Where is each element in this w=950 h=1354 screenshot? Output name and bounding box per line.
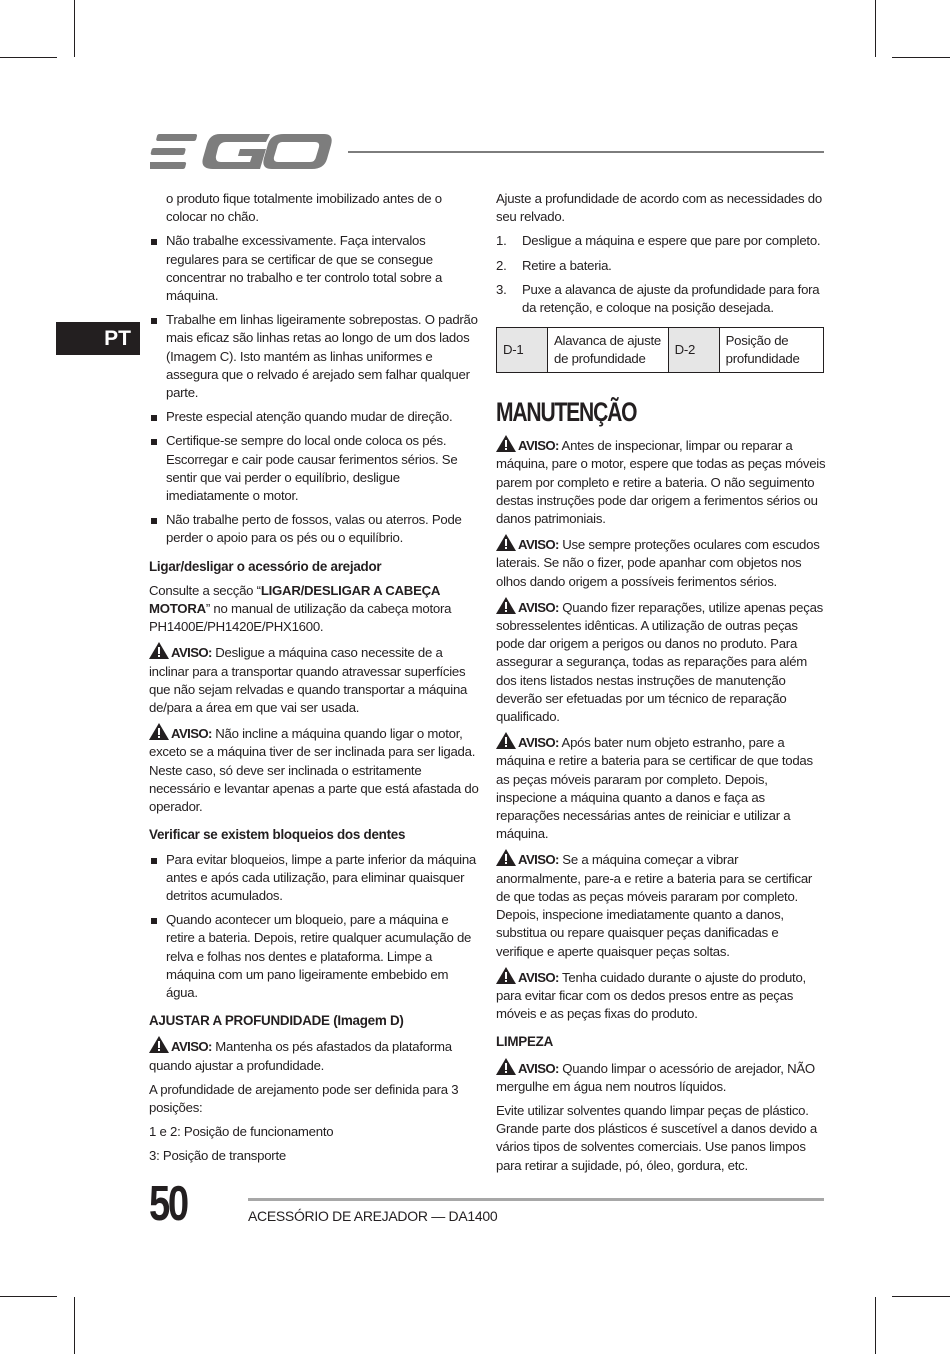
on-off-text: Consulte a secção “LIGAR/DESLIGAR A CABEÇA MOTORA” no manual de utilização da cabeça motora PH1400E/PH1420E/PHX1600. xyxy=(149,582,452,635)
heading-cleaning: LIMPEZA xyxy=(496,1034,554,1050)
intro-continuation: o produto fique totalmente imobilizado antes de o colocar no chão. xyxy=(166,191,442,225)
list-item: 3. Puxe a alavanca de ajuste da profundidade para fora da retenção, e coloque na posição desejada. xyxy=(496,281,820,316)
crop-mark xyxy=(892,1296,950,1297)
position-working: 1 e 2: Posição de funcionamento xyxy=(149,1124,334,1140)
heading-depth: AJUSTAR A PROFUNDIDADE (Imagem D) xyxy=(149,1013,404,1029)
header-rule xyxy=(348,151,824,153)
crop-mark xyxy=(892,57,950,58)
warning-icon xyxy=(496,534,516,551)
right-column xyxy=(496,190,826,1181)
crop-mark xyxy=(74,0,75,57)
warning-icon xyxy=(496,849,516,866)
warning-paragraph: AVISO: Não incline a máquina quando ligar o motor, exceto se a máquina tiver de ser inclinada para ser ligada. Neste caso, só deve ser inclinada o estritamente necessário e levantar apenas a parte que está afastada do operador. xyxy=(149,723,479,816)
ego-logo xyxy=(150,132,332,172)
bullet-icon xyxy=(151,518,157,524)
crop-mark xyxy=(0,1296,57,1297)
warning-icon xyxy=(149,642,169,659)
page-number: 50 xyxy=(149,1177,187,1231)
list-item: Trabalhe em linhas ligeiramente sobrepostas. O padrão mais eficaz são linhas retas ao longo de um dos lados (Imagem C). Isto mantém as linhas uniformes e assegura que o relvado é arejado sem falhar qualquer parte. xyxy=(149,311,479,402)
crop-mark xyxy=(74,1297,75,1354)
section-title: MANUTENÇÃO xyxy=(496,397,637,428)
bullet-icon xyxy=(151,439,157,445)
cleaning-text: Evite utilizar solventes quando limpar peças de plástico. Grande parte dos plásticos é suscetível a danos devido a vários tipos de solventes comerciais. Use panos limpos para retirar a sujidade, pó, óleo, gordura, etc. xyxy=(496,1102,818,1173)
warning-icon xyxy=(149,723,169,740)
table-cell: D-2 xyxy=(668,328,719,373)
warning-icon xyxy=(496,597,516,614)
depth-text: A profundidade de arejamento pode ser definida para 3 posições: xyxy=(149,1081,459,1115)
footer-rule xyxy=(248,1198,824,1201)
list-item: Para evitar bloqueios, limpe a parte inferior da máquina antes e após cada utilização, para eliminar quaisquer detritos acumulados. xyxy=(149,851,479,906)
table-row xyxy=(497,328,824,373)
parts-table xyxy=(496,327,824,373)
adjust-intro: Ajuste a profundidade de acordo com as necessidades do seu relvado. xyxy=(496,191,822,225)
warning-paragraph: AVISO: Mantenha os pés afastados da plataforma quando ajustar a profundidade. xyxy=(149,1036,479,1074)
bullet-icon xyxy=(151,239,157,245)
bullet-icon xyxy=(151,918,157,924)
position-transport: 3: Posição de transporte xyxy=(149,1148,286,1164)
list-item: Não trabalhe excessivamente. Faça intervalos regulares para se certificar de que se consegue concentrar no trabalho e ter controlo total sobre a máquina. xyxy=(149,232,479,305)
safety-bullet-list xyxy=(149,232,479,547)
warning-paragraph: AVISO: Desligue a máquina caso necessite de a inclinar para a transportar quando atravessar superfícies que não sejam relvadas e quando transportar a máquina de/para a área em que vai ser usada. xyxy=(149,642,479,717)
table-cell: D-1 xyxy=(497,328,548,373)
language-tab: PT xyxy=(56,322,140,355)
heading-on-off: Ligar/desligar o acessório de arejador xyxy=(149,558,382,574)
bullet-icon xyxy=(151,415,157,421)
crop-mark xyxy=(875,1297,876,1354)
warning-paragraph: AVISO: Após bater num objeto estranho, pare a máquina e retire a bateria para se certificar de que todas as peças móveis pararam por completo. Depois, inspecione a máquina quanto a danos e faça as reparações necessárias antes de reiniciar e utilizar a máquina. xyxy=(496,732,826,843)
warning-paragraph: AVISO: Tenha cuidado durante o ajuste do produto, para evitar ficar com os dedos presos entre as peças móveis e as peças fixas do produto. xyxy=(496,967,826,1024)
bullet-icon xyxy=(151,318,157,324)
footer-title: ACESSÓRIO DE AREJADOR — DA1400 xyxy=(248,1208,498,1224)
warning-paragraph: AVISO: Use sempre proteções oculares com escudos laterais. Se não o fizer, pode apanhar com objetos nos olhos dando origem a possíveis ferimentos sérios. xyxy=(496,534,826,591)
bullet-icon xyxy=(151,858,157,864)
table-cell: Posição de profundidade xyxy=(719,328,823,373)
list-item: Quando acontecer um bloqueio, pare a máquina e retire a bateria. Depois, retire qualquer acumulação de relva e folhas nos dentes e plataforma. Limpe a máquina com um pano ligeiramente embebido em água. xyxy=(149,911,479,1002)
crop-mark xyxy=(0,57,57,58)
list-item: Preste especial atenção quando mudar de direção. xyxy=(149,408,479,426)
adjust-steps xyxy=(496,232,826,317)
warning-icon xyxy=(496,967,516,984)
list-item: 1. Desligue a máquina e espere que pare por completo. xyxy=(496,233,821,249)
warning-paragraph: AVISO: Antes de inspecionar, limpar ou reparar a máquina, pare o motor, espere que todas as peças móveis parem por completo e retire a bateria. O não seguimento destas instruções pode dar origem a ferimentos sérios ou danos patrimoniais. xyxy=(496,435,826,528)
heading-blockage: Verificar se existem bloqueios dos dentes xyxy=(149,827,406,843)
table-cell: Alavanca de ajuste de profundidade xyxy=(548,328,669,373)
warning-icon xyxy=(496,1058,516,1075)
warning-icon xyxy=(496,435,516,452)
warning-icon xyxy=(496,732,516,749)
list-item: Certifique-se sempre do local onde coloca os pés. Escorregar e cair pode causar ferimentos sérios. Se sentir que vai perder o equilíbrio, desligue imediatamente o motor. xyxy=(149,432,479,505)
list-item: Não trabalhe perto de fossos, valas ou aterros. Pode perder o apoio para os pés ou o equilíbrio. xyxy=(149,511,479,547)
blockage-bullet-list xyxy=(149,851,479,1003)
crop-mark xyxy=(875,0,876,57)
list-item: 2. Retire a bateria. xyxy=(496,257,612,273)
warning-paragraph: AVISO: Quando fizer reparações, utilize apenas peças sobresselentes idênticas. A utilização de outras peças pode dar origem a perigos ou danos no produto. Para assegurar a segurança, todas as reparações para além dos itens listados nestas instruções de manutenção deverão ser efetuadas por um técnico de reparação qualificado. xyxy=(496,597,826,726)
warning-paragraph: AVISO: Quando limpar o acessório de arejador, NÃO mergulhe em água nem noutros líquidos. xyxy=(496,1058,826,1096)
warning-paragraph: AVISO: Se a máquina começar a vibrar anormalmente, pare-a e retire a bateria para se certificar de que todas as peças móveis pararam por completo. Depois, inspecione imediatamente quanto a danos, substitua ou repare quaisquer peças danificadas e verifique e aperte quaisquer peças soltas. xyxy=(496,849,826,960)
left-column xyxy=(149,190,479,1172)
warning-icon xyxy=(149,1036,169,1053)
